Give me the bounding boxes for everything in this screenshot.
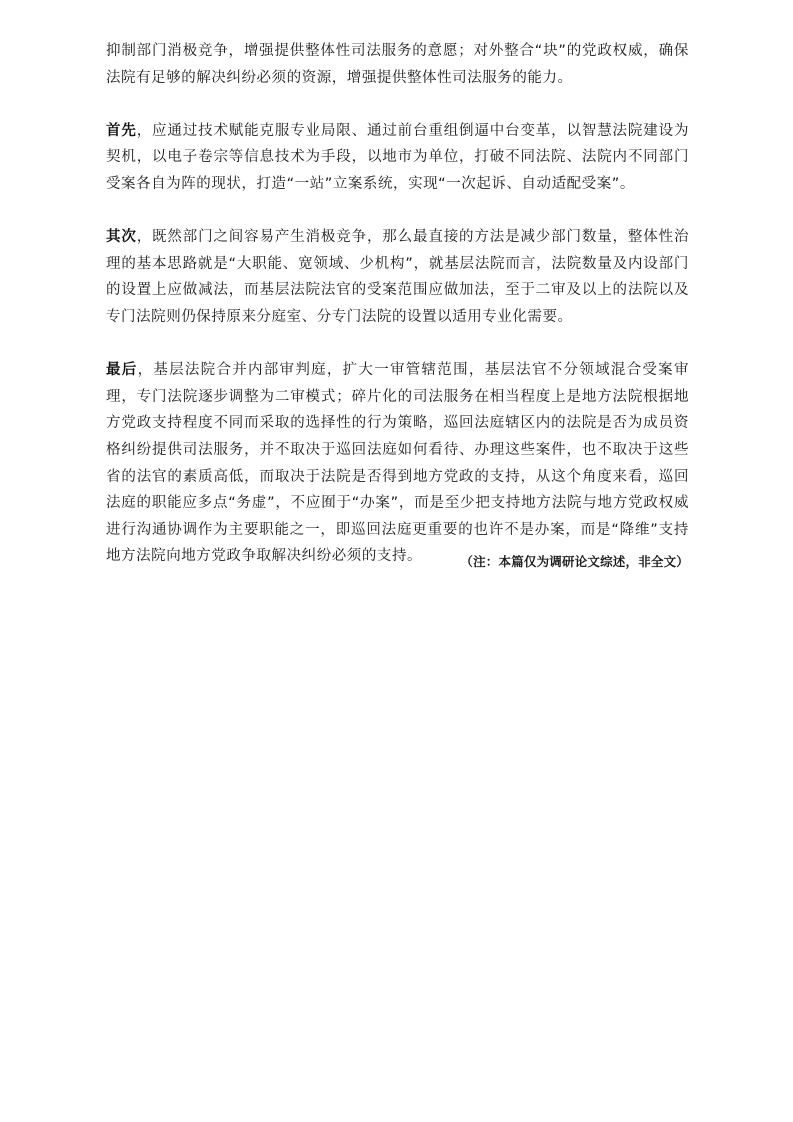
paragraph-first xyxy=(106,118,689,198)
paragraph-text: ，基层法院合并内部审判庭，扩大一审管辖范围，基层法官不分领域混合受案审理，专门法院逐步调整为二审模式；碎片化的司法服务在相当程度上是地方法院根据地方党政支持程度不同而采取的选择性的行为策略，巡回法庭辖区内的法院是否为成员资格纠纷提供司法服务，并不取决于巡回法庭如何看待、办理这些案件，也不取决于这些省的法官的素质高低，而取决于法院是否得到地方党政的支持，从这个角度来看，巡回法庭的职能应多点“务虚”，不应囿于“办案”，而是至少把支持地方法院与地方党政权威进行沟通协调作为主要职能之一，即巡回法庭更重要的也许不是办案，而是“降维”支持地方法院向地方党政争取解决纠纷必须的支持。 xyxy=(106,362,689,565)
paragraph-second xyxy=(106,224,689,330)
document-body xyxy=(106,38,689,570)
footnote: （注：本篇仅为调研论文综述，非全文） xyxy=(460,554,689,569)
paragraph-last xyxy=(106,357,689,570)
paragraph-lead: 首先 xyxy=(106,122,137,139)
paragraph-lead: 其次 xyxy=(106,229,137,246)
paragraph-lead: 最后 xyxy=(106,362,138,379)
paragraph-text: ，既然部门之间容易产生消极竞争，那么最直接的方法是减少部门数量，整体性治理的基本思路就是“大职能、宽领域、少机构”，就基层法院而言，法院数量及内设部门的设置上应做减法，而基层法院法官的受案范围应做加法，至于二审及以上的法院以及专门法院则仍保持原来分庭室、分专门法院的设置以适用专业化需要。 xyxy=(106,229,689,325)
paragraph-continuation xyxy=(106,38,689,91)
paragraph-text: 抑制部门消极竞争，增强提供整体性司法服务的意愿；对外整合“块”的党政权威，确保法院有足够的解决纠纷必须的资源，增强提供整体性司法服务的能力。 xyxy=(106,43,689,86)
paragraph-text: ，应通过技术赋能克服专业局限、通过前台重组倒逼中台变革，以智慧法院建设为契机，以电子卷宗等信息技术为手段，以地市为单位，打破不同法院、法院内不同部门受案各自为阵的现状，打造“一站”立案系统，实现“一次起诉、自动适配受案”。 xyxy=(106,122,689,192)
